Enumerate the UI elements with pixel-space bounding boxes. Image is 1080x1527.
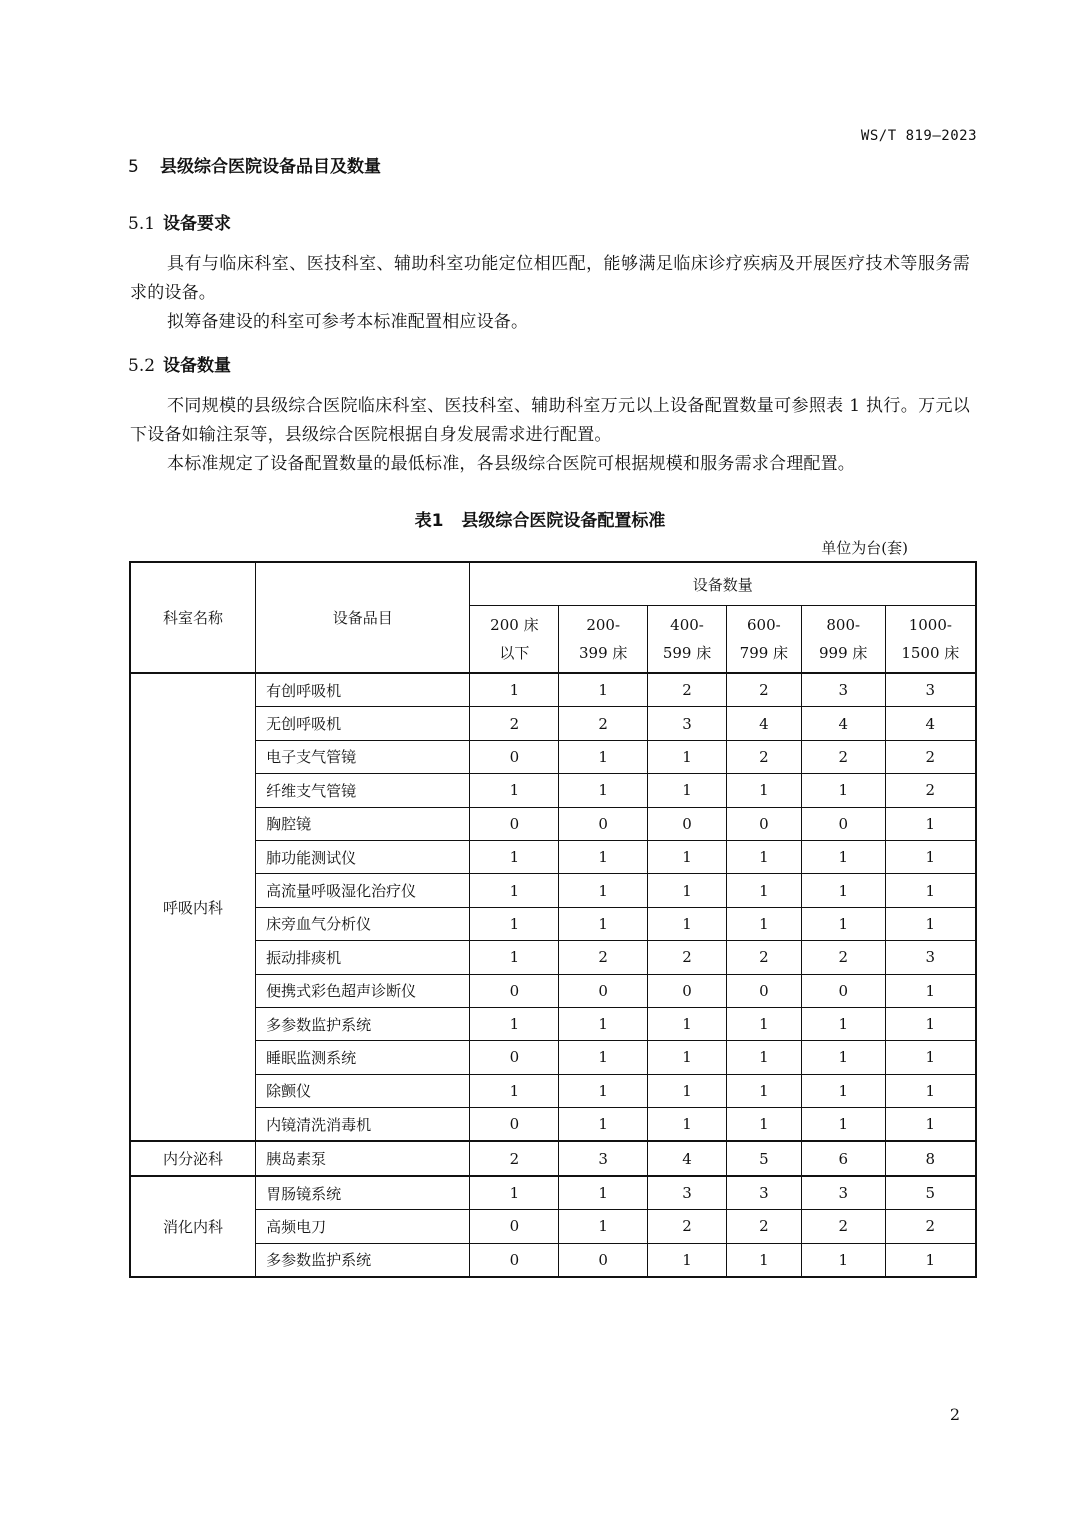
quantity-cell: 1	[470, 941, 559, 974]
quantity-cell: 0	[470, 1041, 559, 1074]
item-cell: 便携式彩色超声诊断仪	[256, 974, 470, 1007]
header-bed-range	[648, 606, 727, 674]
quantity-cell: 1	[885, 1243, 976, 1277]
quantity-cell: 2	[648, 673, 727, 707]
header-bed-range-line: 200-	[586, 616, 621, 634]
quantity-cell: 1	[801, 874, 885, 907]
header-bed-range-line: 799 床	[739, 644, 789, 662]
header-item: 设备品目	[256, 562, 470, 673]
quantity-cell: 1	[648, 774, 727, 807]
quantity-cell: 1	[648, 1243, 727, 1277]
paragraph-5-1-a: 具有与临床科室、医技科室、辅助科室功能定位相匹配，能够满足临床诊疗疾病及开展医疗技术等服务需求的设备。	[130, 254, 970, 303]
table-row	[130, 1041, 976, 1074]
table-row	[130, 1141, 976, 1175]
table-row	[130, 1007, 976, 1040]
item-cell: 胃肠镜系统	[256, 1176, 470, 1210]
section-5-number: 5	[128, 157, 139, 177]
table-row	[130, 673, 976, 707]
quantity-cell: 1	[648, 1074, 727, 1107]
quantity-cell: 1	[648, 907, 727, 940]
quantity-cell: 1	[726, 1007, 801, 1040]
header-bed-range-line: 以下	[499, 644, 530, 662]
quantity-cell: 1	[470, 874, 559, 907]
quantity-cell: 1	[801, 1007, 885, 1040]
quantity-cell: 1	[726, 1108, 801, 1142]
table-row	[130, 774, 976, 807]
quantity-cell: 2	[726, 740, 801, 773]
item-cell: 内镜清洗消毒机	[256, 1108, 470, 1142]
quantity-cell: 2	[648, 1210, 727, 1243]
department-cell: 内分泌科	[130, 1141, 256, 1175]
quantity-cell: 1	[470, 907, 559, 940]
quantity-cell: 1	[559, 673, 648, 707]
quantity-cell: 1	[559, 1210, 648, 1243]
quantity-cell: 3	[885, 673, 976, 707]
item-cell: 胸腔镜	[256, 807, 470, 840]
quantity-cell: 2	[801, 1210, 885, 1243]
quantity-cell: 1	[559, 907, 648, 940]
quantity-cell: 1	[726, 874, 801, 907]
quantity-cell: 0	[559, 974, 648, 1007]
quantity-cell: 1	[559, 1007, 648, 1040]
table-row	[130, 1074, 976, 1107]
quantity-cell: 1	[885, 1007, 976, 1040]
quantity-cell: 4	[801, 707, 885, 740]
department-cell: 消化内科	[130, 1176, 256, 1277]
paragraph-5-2-a: 不同规模的县级综合医院临床科室、医技科室、辅助科室万元以上设备配置数量可参照表 1 执行。万元以下设备如输注泵等，县级综合医院根据自身发展需求进行配置。	[130, 396, 970, 445]
quantity-cell: 3	[726, 1176, 801, 1210]
quantity-cell: 2	[885, 740, 976, 773]
quantity-cell: 0	[648, 807, 727, 840]
quantity-cell: 0	[726, 974, 801, 1007]
quantity-cell: 1	[648, 874, 727, 907]
table-unit: 单位为台(套)	[821, 539, 908, 557]
item-cell: 多参数监护系统	[256, 1007, 470, 1040]
header-bed-range	[559, 606, 648, 674]
quantity-cell: 1	[470, 1007, 559, 1040]
item-cell: 振动排痰机	[256, 941, 470, 974]
paragraph-5-2-b: 本标准规定了设备配置数量的最低标准，各县级综合医院可根据规模和服务需求合理配置。	[167, 454, 855, 474]
section-5-2-number: 5.2	[128, 356, 156, 376]
section-5-heading	[128, 152, 381, 177]
section-5-1-number: 5.1	[128, 214, 156, 234]
quantity-cell: 1	[726, 774, 801, 807]
table-title	[0, 506, 1080, 531]
quantity-cell: 5	[885, 1176, 976, 1210]
quantity-cell: 2	[470, 1141, 559, 1175]
quantity-cell: 1	[559, 740, 648, 773]
quantity-cell: 8	[885, 1141, 976, 1175]
header-bed-range-line: 1500 床	[901, 644, 960, 662]
table-title-text: 县级综合医院设备配置标准	[461, 511, 666, 531]
quantity-cell: 1	[470, 774, 559, 807]
quantity-cell: 5	[726, 1141, 801, 1175]
quantity-cell: 1	[885, 807, 976, 840]
quantity-cell: 1	[648, 1007, 727, 1040]
quantity-cell: 3	[801, 673, 885, 707]
quantity-cell: 3	[801, 1176, 885, 1210]
quantity-cell: 1	[559, 840, 648, 873]
table-row	[130, 1176, 976, 1210]
header-bed-range	[801, 606, 885, 674]
quantity-cell: 1	[559, 874, 648, 907]
item-cell: 床旁血气分析仪	[256, 907, 470, 940]
quantity-cell: 0	[470, 1243, 559, 1277]
header-bed-range-line: 1000-	[908, 616, 952, 634]
table-number: 表1	[414, 511, 444, 531]
standard-code: WS/T 819—2023	[860, 128, 977, 144]
header-bed-range	[726, 606, 801, 674]
quantity-cell: 1	[559, 1041, 648, 1074]
table-row	[130, 707, 976, 740]
quantity-cell: 0	[801, 974, 885, 1007]
item-cell: 高频电刀	[256, 1210, 470, 1243]
quantity-cell: 0	[559, 1243, 648, 1277]
quantity-cell: 1	[885, 1108, 976, 1142]
page-number: 2	[949, 1405, 960, 1424]
quantity-cell: 1	[801, 907, 885, 940]
department-cell: 呼吸内科	[130, 673, 256, 1141]
equipment-table	[129, 561, 977, 1278]
item-cell: 高流量呼吸湿化治疗仪	[256, 874, 470, 907]
quantity-cell: 1	[801, 1108, 885, 1142]
table-row	[130, 1243, 976, 1277]
quantity-cell: 1	[885, 1041, 976, 1074]
table-row	[130, 840, 976, 873]
quantity-cell: 1	[559, 1176, 648, 1210]
header-bed-range	[470, 606, 559, 674]
quantity-cell: 1	[559, 774, 648, 807]
quantity-cell: 0	[559, 807, 648, 840]
quantity-cell: 1	[726, 1074, 801, 1107]
quantity-cell: 2	[726, 673, 801, 707]
quantity-cell: 1	[470, 840, 559, 873]
section-5-2-title: 设备数量	[163, 356, 232, 376]
quantity-cell: 1	[801, 1243, 885, 1277]
item-cell: 无创呼吸机	[256, 707, 470, 740]
section-5-1-title: 设备要求	[163, 214, 232, 234]
header-bed-range-line: 600-	[747, 616, 781, 634]
quantity-cell: 2	[726, 941, 801, 974]
table-row	[130, 874, 976, 907]
quantity-cell: 0	[801, 807, 885, 840]
table-row	[130, 941, 976, 974]
header-bed-range-line: 400-	[670, 616, 704, 634]
quantity-cell: 1	[801, 1074, 885, 1107]
quantity-cell: 1	[726, 907, 801, 940]
quantity-cell: 3	[648, 1176, 727, 1210]
table-row	[130, 907, 976, 940]
section-5-1-heading	[128, 209, 231, 234]
header-bed-range-line: 599 床	[662, 644, 712, 662]
quantity-cell: 0	[470, 740, 559, 773]
quantity-cell: 2	[648, 941, 727, 974]
header-bed-range-line: 800-	[826, 616, 861, 634]
quantity-cell: 6	[801, 1141, 885, 1175]
item-cell: 胰岛素泵	[256, 1141, 470, 1175]
quantity-cell: 2	[801, 740, 885, 773]
header-bed-range	[885, 606, 976, 674]
table-row	[130, 740, 976, 773]
quantity-cell: 1	[885, 907, 976, 940]
table-row	[130, 974, 976, 1007]
quantity-cell: 1	[885, 840, 976, 873]
quantity-cell: 0	[470, 807, 559, 840]
quantity-cell: 1	[648, 1041, 727, 1074]
section-5-title: 县级综合医院设备品目及数量	[160, 157, 381, 177]
item-cell: 纤维支气管镜	[256, 774, 470, 807]
quantity-cell: 1	[470, 1176, 559, 1210]
quantity-cell: 1	[726, 1041, 801, 1074]
table-row	[130, 1210, 976, 1243]
quantity-cell: 4	[726, 707, 801, 740]
quantity-cell: 0	[726, 807, 801, 840]
quantity-cell: 0	[470, 974, 559, 1007]
quantity-cell: 2	[559, 707, 648, 740]
quantity-cell: 1	[726, 840, 801, 873]
table-header-row	[130, 562, 976, 606]
quantity-cell: 2	[885, 1210, 976, 1243]
quantity-cell: 1	[726, 1243, 801, 1277]
header-bed-range-line: 200 床	[490, 616, 539, 634]
item-cell: 睡眠监测系统	[256, 1041, 470, 1074]
item-cell: 多参数监护系统	[256, 1243, 470, 1277]
quantity-cell: 1	[648, 1108, 727, 1142]
quantity-cell: 1	[648, 840, 727, 873]
quantity-cell: 1	[801, 840, 885, 873]
quantity-cell: 1	[470, 673, 559, 707]
quantity-cell: 2	[726, 1210, 801, 1243]
quantity-cell: 2	[801, 941, 885, 974]
quantity-cell: 1	[885, 974, 976, 1007]
quantity-cell: 2	[470, 707, 559, 740]
quantity-cell: 4	[885, 707, 976, 740]
quantity-cell: 0	[470, 1210, 559, 1243]
quantity-cell: 1	[648, 740, 727, 773]
quantity-cell: 1	[801, 1041, 885, 1074]
table-row	[130, 1108, 976, 1142]
quantity-cell: 4	[648, 1141, 727, 1175]
item-cell: 电子支气管镜	[256, 740, 470, 773]
quantity-cell: 1	[559, 1074, 648, 1107]
table-row	[130, 807, 976, 840]
quantity-cell: 1	[885, 874, 976, 907]
header-department: 科室名称	[130, 562, 256, 673]
section-5-2-heading	[128, 351, 231, 376]
item-cell: 除颤仪	[256, 1074, 470, 1107]
quantity-cell: 3	[648, 707, 727, 740]
item-cell: 有创呼吸机	[256, 673, 470, 707]
header-bed-range-line: 399 床	[578, 644, 628, 662]
quantity-cell: 2	[559, 941, 648, 974]
quantity-cell: 0	[470, 1108, 559, 1142]
quantity-cell: 2	[885, 774, 976, 807]
quantity-cell: 3	[559, 1141, 648, 1175]
quantity-cell: 1	[470, 1074, 559, 1107]
quantity-cell: 1	[885, 1074, 976, 1107]
item-cell: 肺功能测试仪	[256, 840, 470, 873]
paragraph-5-1-b: 拟筹备建设的科室可参考本标准配置相应设备。	[167, 312, 529, 332]
header-bed-range-line: 999 床	[819, 644, 868, 662]
quantity-cell: 1	[559, 1108, 648, 1142]
quantity-cell: 1	[801, 774, 885, 807]
header-quantity: 设备数量	[470, 562, 976, 606]
quantity-cell: 3	[885, 941, 976, 974]
quantity-cell: 0	[648, 974, 727, 1007]
